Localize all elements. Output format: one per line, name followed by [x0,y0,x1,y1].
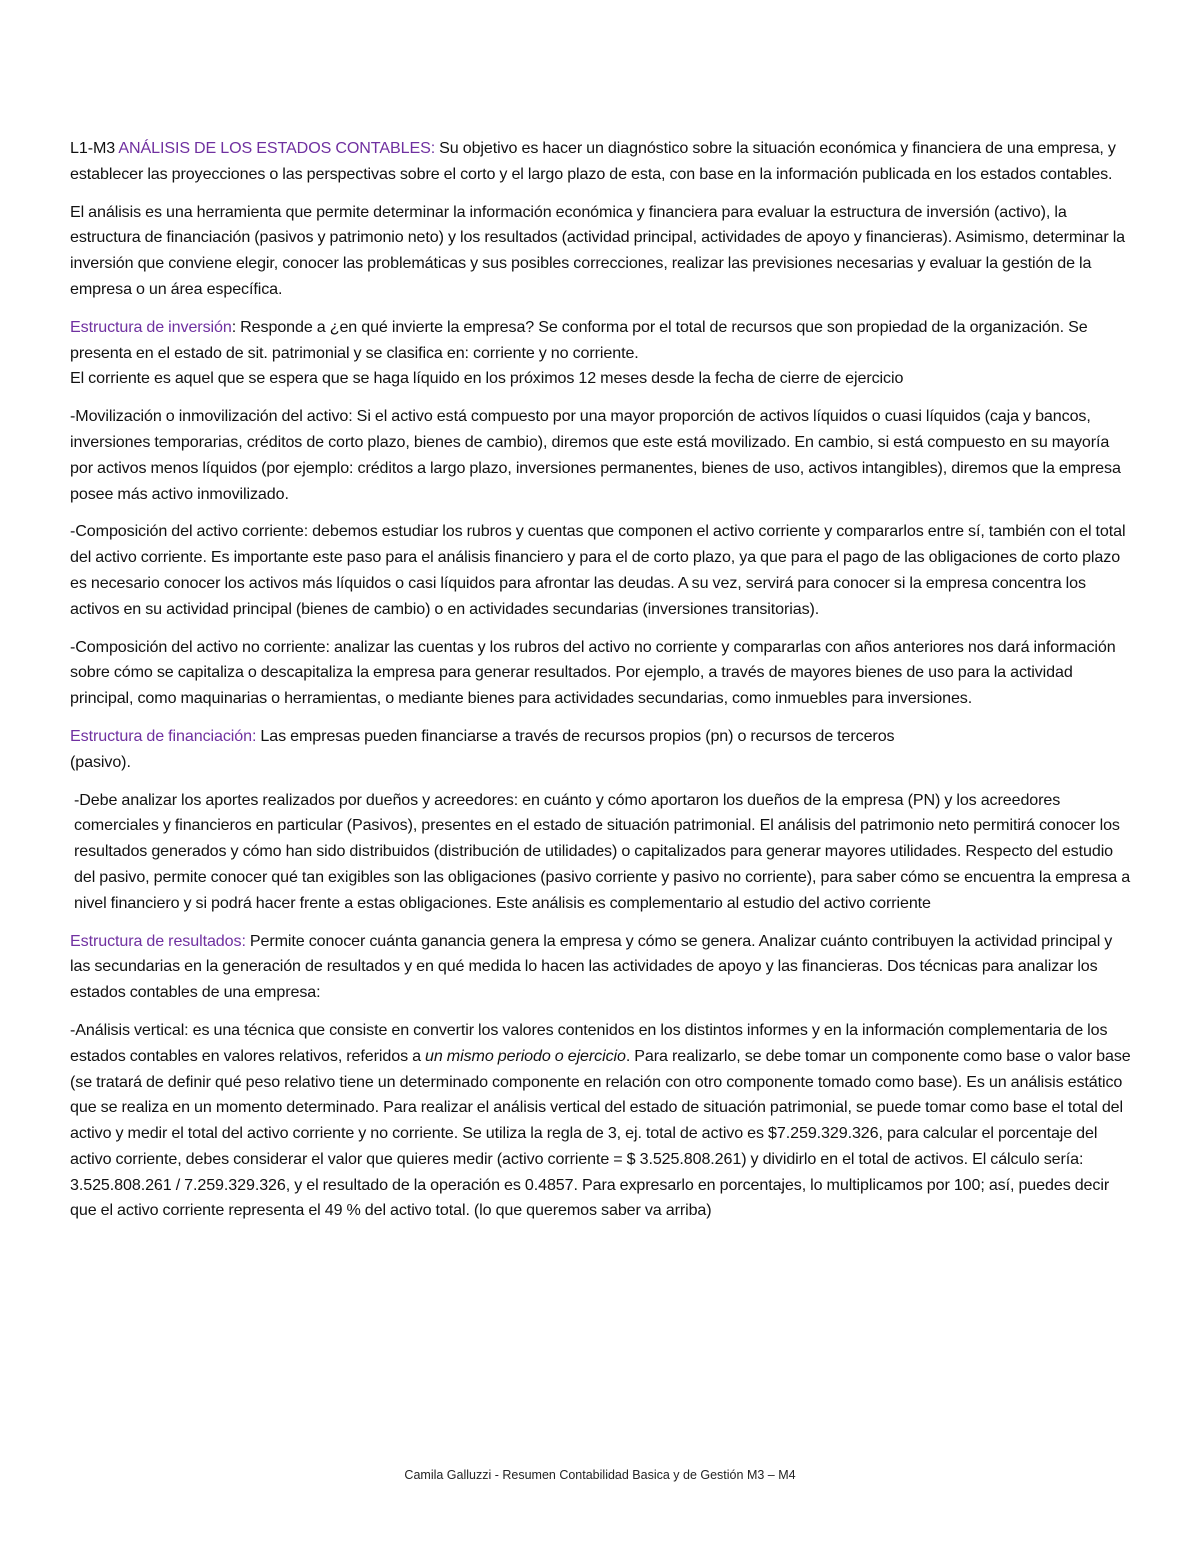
paragraph-aportes [70,788,1132,917]
heading-analisis: ANÁLISIS DE LOS ESTADOS CONTABLES: [118,139,436,157]
paragraph-movilizacion [70,404,1132,507]
paragraph-vertical-italic: un mismo periodo o ejercicio [425,1046,626,1065]
page-footer: Camila Galluzzi - Resumen Contabilidad Basica y de Gestión M3 – M4 [404,1468,796,1482]
paragraph-intro [70,136,1132,188]
paragraph-estructura-inversion [70,315,1132,392]
document-page [70,136,1132,1224]
heading-estructura-resultados: Estructura de resultados: [70,931,246,950]
module-code: L1-M3 [70,139,119,157]
paragraph-intro-text: Su objetivo es hacer un diagnóstico sobre la situación económica y financiera de una empresa, y establecer las proyecciones o las perspectivas sobre el corto y el largo plazo de esta, con base en la información publicada en los estados contables. [70,139,1116,183]
paragraph-activo-no-corriente-text: -Composición del activo no corriente: analizar las cuentas y los rubros del activo no corriente y compararlas con años anteriores nos dará información sobre cómo se capitaliza o descapitaliza la empresa para generar resultados. Por ejemplo, a través de mayores bienes de uso para la actividad principal, como maquinarias o herramientas, o mediante bienes para actividades secundarias, como inmuebles para inversiones. [70,637,1116,708]
paragraph-analisis-text: El análisis es una herramienta que permite determinar la información económica y financiera para evaluar la estructura de inversión (activo), la estructura de financiación (pasivos y patrimonio neto) y los resultados (actividad principal, actividades de apoyo y financieras). Asimismo, determinar la inversión que conviene elegir, conocer las problemáticas y sus posibles correcciones, realizar las previsiones necesarias y evaluar la gestión de la empresa o un área específica. [70,202,1126,298]
paragraph-vertical-text-b: . Para realizarlo, se debe tomar un componente como base o valor base (se tratará de definir qué peso relativo tiene un determinado componente en relación con otro componente tomado como base). Es un análisis estático que se realiza en un momento determinado. Para realizar el análisis vertical del estado de situación patrimonial, se puede tomar como base el total del activo y medir el total del activo corriente y no corriente. Se utiliza la regla de 3, ej. total de activo es $7.259.329.326, para calcular el porcentaje del activo corriente, debes considerar el valor que quieres medir (activo corriente = $ 3.525.808.261) y dividirlo en el total de activos. El cálculo sería: 3.525.808.261 / 7.259.329.326, y el resultado de la operación es 0.4857. Para expresarlo en porcentajes, lo multiplicamos por 100; así, puedes decir que el activo corriente representa el 49 % del activo total. (lo que queremos saber va arriba) [70,1046,1131,1220]
paragraph-activo-corriente [70,519,1132,622]
paragraph-movilizacion-text: -Movilización o inmovilización del activo: Si el activo está compuesto por una mayor proporción de activos líquidos o cuasi líquidos (caja y bancos, inversiones temporarias, créditos de corto plazo, bienes de cambio), diremos que este está movilizado. En cambio, si está compuesto en su mayoría por activos menos líquidos (por ejemplo: créditos a largo plazo, inversiones permanentes, bienes de uso, activos intangibles), diremos que la empresa posee más activo inmovilizado. [70,407,1121,503]
paragraph-vertical-text-a: -Análisis vertical: es una técnica que consiste en convertir los valores contenidos en los distintos informes y en la información complementaria de los estados contables en valores relativos, referidos a [70,1020,1108,1065]
paragraph-resultados-text: Permite conocer cuánta ganancia genera la empresa y cómo se genera. Analizar cuánto contribuyen la actividad principal y las secundarias en la generación de resultados y en qué medida lo hacen las actividades de apoyo y las financieras. Dos técnicas para analizar los estados contables de una empresa: [70,931,1113,1002]
paragraph-analisis-vertical [70,1018,1132,1224]
paragraph-aportes-text: -Debe analizar los aportes realizados por dueños y acreedores: en cuánto y cómo aportaron los dueños de la empresa (PN) y los acreedores comerciales y financieros en particular (Pasivos), presentes en el estado de situación patrimonial. El análisis del patrimonio neto permitirá conocer los resultados generados y cómo han sido distribuidos (distribución de utilidades) o capitalizados para generar mayores utilidades. Respecto del estudio del pasivo, permite conocer qué tan exigibles son las obligaciones (pasivo corriente y pasivo no corriente), para saber cómo se encuentra la empresa a nivel financiero y si podrá hacer frente a estas obligaciones. Este análisis es complementario al estudio del activo corriente [74,790,1131,912]
paragraph-estructura-financiacion [70,724,1132,776]
paragraph-activo-corriente-text: -Composición del activo corriente: debemos estudiar los rubros y cuentas que componen el activo corriente y compararlos entre sí, también con el total del activo corriente. Es importante este paso para el análisis financiero y para el de corto plazo, ya que para el pago de las obligaciones de corto plazo es necesario conocer los activos más líquidos o casi líquidos para afrontar las deudas. A su vez, servirá para conocer si la empresa concentra los activos en su actividad principal (bienes de cambio) o en actividades secundarias (inversiones transitorias). [70,522,1126,618]
paragraph-analisis-definition [70,200,1132,303]
paragraph-estructura-resultados [70,929,1132,1006]
heading-estructura-financiacion: Estructura de financiación: [70,726,257,745]
paragraph-financiacion-text: Las empresas pueden financiarse a través de recursos propios (pn) o recursos de terceros [256,726,895,745]
paragraph-inversion-line2: El corriente es aquel que se espera que se haga líquido en los próximos 12 meses desde la fecha de cierre de ejercicio [70,369,904,388]
paragraph-inversion-text: : Responde a ¿en qué invierte la empresa? Se conforma por el total de recursos que son propiedad de la organización. Se presenta en el estado de sit. patrimonial y se clasifica en: corriente y no corriente. [70,317,1088,362]
paragraph-financiacion-line2: (pasivo). [70,752,131,771]
heading-estructura-inversion: Estructura de inversión [70,317,232,336]
paragraph-activo-no-corriente [70,635,1132,712]
